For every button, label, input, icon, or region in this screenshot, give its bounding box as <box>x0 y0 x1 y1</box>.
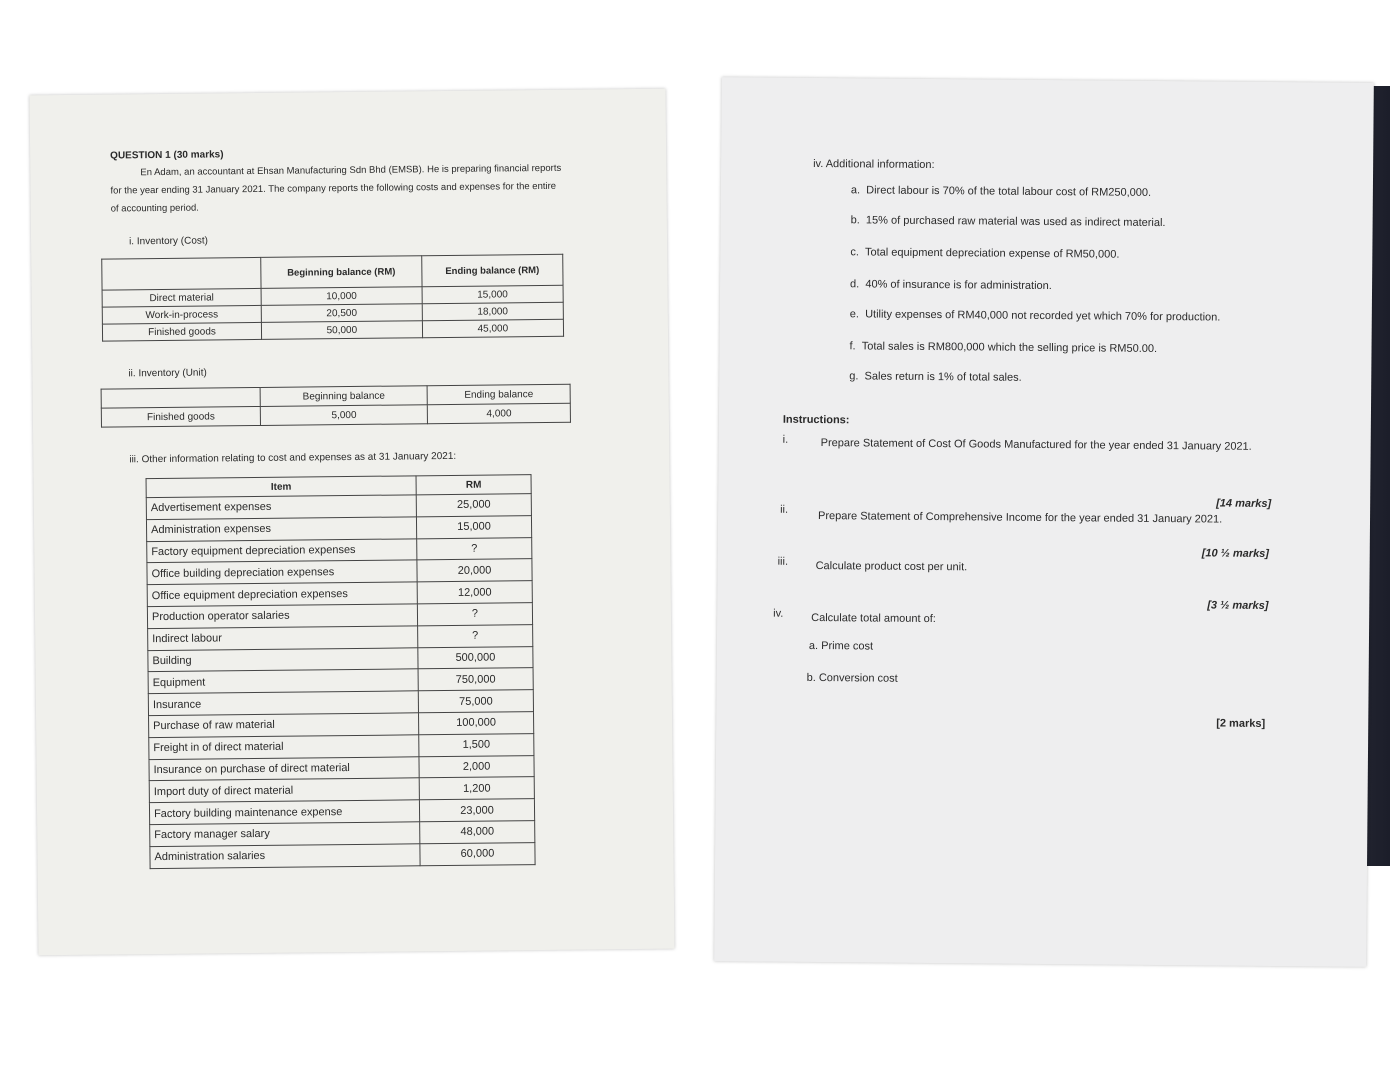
section-inventory-unit: ii. Inventory (Unit) <box>128 367 207 380</box>
section-additional-info: iv. Additional information: <box>813 157 935 172</box>
table-row <box>150 842 535 868</box>
additional-item-f <box>849 340 1157 355</box>
row-label: Factory building maintenance expense <box>149 800 419 825</box>
cell-value: 25,000 <box>416 494 531 517</box>
cell-value: 48,000 <box>420 821 535 844</box>
header-blank <box>101 387 260 408</box>
marks-label: [2 marks] <box>1216 717 1266 730</box>
item-text: 40% of insurance is for administration. <box>865 278 1052 293</box>
additional-item-a <box>851 184 1151 199</box>
cell-value: 15,000 <box>422 285 563 303</box>
cell-value: 750,000 <box>418 668 533 691</box>
header-ending: Ending balance <box>427 384 570 404</box>
row-label: Indirect labour <box>148 626 418 651</box>
cell-value: 20,000 <box>417 559 532 582</box>
additional-item-g <box>849 370 1022 384</box>
row-label: Insurance <box>148 691 418 716</box>
instruction-text: Prepare Statement of Comprehensive Income for the year ended 31 January 2021. <box>817 510 1223 526</box>
cell-value: 50,000 <box>261 321 422 340</box>
cell-value: ? <box>418 624 533 647</box>
row-label: Insurance on purchase of direct material <box>149 756 419 781</box>
header-item: Item <box>146 476 416 498</box>
cell-value: 12,000 <box>417 581 532 604</box>
instructions-title: Instructions: <box>782 413 850 427</box>
row-label: Finished goods <box>102 322 261 341</box>
header-ending: Ending balance (RM) <box>421 254 563 286</box>
cell-value: 20,500 <box>261 304 422 323</box>
item-letter: e. <box>849 308 860 321</box>
row-label: Work-in-process <box>102 305 261 324</box>
sub-item-prime-cost: a. Prime cost <box>808 639 874 653</box>
cell-value: 10,000 <box>261 287 422 306</box>
cell-value: ? <box>417 603 532 626</box>
item-letter: b. <box>850 214 860 227</box>
instruction-text: Calculate product cost per unit. <box>815 560 968 574</box>
cell-value: 1,200 <box>419 777 534 800</box>
instruction-text: Prepare Statement of Cost Of Goods Manufactured for the year ended 31 January 2021. <box>820 437 1252 453</box>
section-other-info: iii. Other information relating to cost and expenses as at 31 January 2021: <box>129 450 457 466</box>
table-row <box>101 403 570 427</box>
cell-value: 100,000 <box>419 712 534 735</box>
cell-value: 1,500 <box>419 733 534 756</box>
inventory-unit-table <box>101 384 571 428</box>
item-letter: f. <box>849 340 856 353</box>
cell-value: 75,000 <box>418 690 533 713</box>
item-text: Direct labour is 70% of the total labour cost of RM250,000. <box>866 184 1152 199</box>
item-letter: c. <box>850 246 859 259</box>
row-label: Factory equipment depreciation expenses <box>147 538 417 563</box>
cell-value: ? <box>417 537 532 560</box>
row-label: Factory manager salary <box>150 822 420 847</box>
cell-value: 2,000 <box>419 755 534 778</box>
row-label: Equipment <box>148 669 418 694</box>
instruction-number: iv. <box>773 607 784 620</box>
header-blank <box>102 257 261 290</box>
header-beginning: Beginning balance (RM) <box>261 256 422 289</box>
cell-value: 500,000 <box>418 646 533 669</box>
instruction-number: ii. <box>780 503 789 516</box>
row-label: Administration expenses <box>146 517 416 542</box>
right-page <box>714 77 1374 967</box>
cell-value: 23,000 <box>419 799 534 822</box>
cell-value: 45,000 <box>422 319 563 337</box>
question-title: QUESTION 1 (30 marks) <box>110 149 224 162</box>
cell-value: 60,000 <box>420 842 535 865</box>
row-label: Office equipment depreciation expenses <box>147 582 417 607</box>
additional-item-c <box>850 246 1119 260</box>
header-rm: RM <box>416 475 531 495</box>
row-label: Administration salaries <box>150 844 420 869</box>
sub-item-conversion-cost: b. Conversion cost <box>806 671 898 685</box>
row-label: Freight in of direct material <box>149 735 419 760</box>
item-text: Sales return is 1% of total sales. <box>864 370 1022 384</box>
marks-label: [14 marks] <box>1216 497 1272 510</box>
instruction-number: iii. <box>777 555 789 568</box>
left-page <box>30 89 675 956</box>
row-label: Production operator salaries <box>147 604 417 629</box>
item-text: 15% of purchased raw material was used as indirect material. <box>865 214 1166 230</box>
item-text: Utility expenses of RM40,000 not recorded yet which 70% for production. <box>865 308 1221 324</box>
item-letter: d. <box>850 278 860 291</box>
item-text: Total equipment depreciation expense of RM50,000. <box>864 246 1120 261</box>
row-label: Building <box>148 647 418 672</box>
cell-value: 4,000 <box>427 403 570 423</box>
item-letter: a. <box>850 184 861 197</box>
section-inventory-cost: i. Inventory (Cost) <box>128 235 209 248</box>
item-letter: g. <box>849 370 859 383</box>
cell-value: 15,000 <box>416 515 531 538</box>
marks-label: [10 ½ marks] <box>1201 547 1270 560</box>
additional-item-e <box>850 308 1221 323</box>
other-info-table <box>146 474 536 869</box>
row-label: Direct material <box>102 288 261 307</box>
cell-value: 5,000 <box>260 405 427 426</box>
row-label: Advertisement expenses <box>146 495 416 520</box>
marks-label: [3 ½ marks] <box>1207 599 1269 612</box>
instruction-number: i. <box>782 433 789 446</box>
row-label: Finished goods <box>101 406 260 427</box>
header-beginning: Beginning balance <box>260 386 427 407</box>
additional-item-d <box>850 278 1052 292</box>
item-text: Total sales is RM800,000 which the selling price is RM50.00. <box>861 340 1158 355</box>
cell-value: 18,000 <box>422 302 563 320</box>
additional-item-b <box>851 214 1166 229</box>
table-row <box>102 319 563 341</box>
row-label: Purchase of raw material <box>149 713 419 738</box>
row-label: Import duty of direct material <box>149 778 419 803</box>
inventory-cost-table <box>101 254 564 342</box>
intro-paragraph: En Adam, an accountant at Ehsan Manufacturing Sdn Bhd (EMSB). He is preparing financial reports for the year ending 31 January 2021. The company reports the following costs and expenses for the entire of accounting period. <box>110 162 562 215</box>
instruction-text: Calculate total amount of: <box>811 611 936 626</box>
row-label: Office building depreciation expenses <box>147 560 417 585</box>
